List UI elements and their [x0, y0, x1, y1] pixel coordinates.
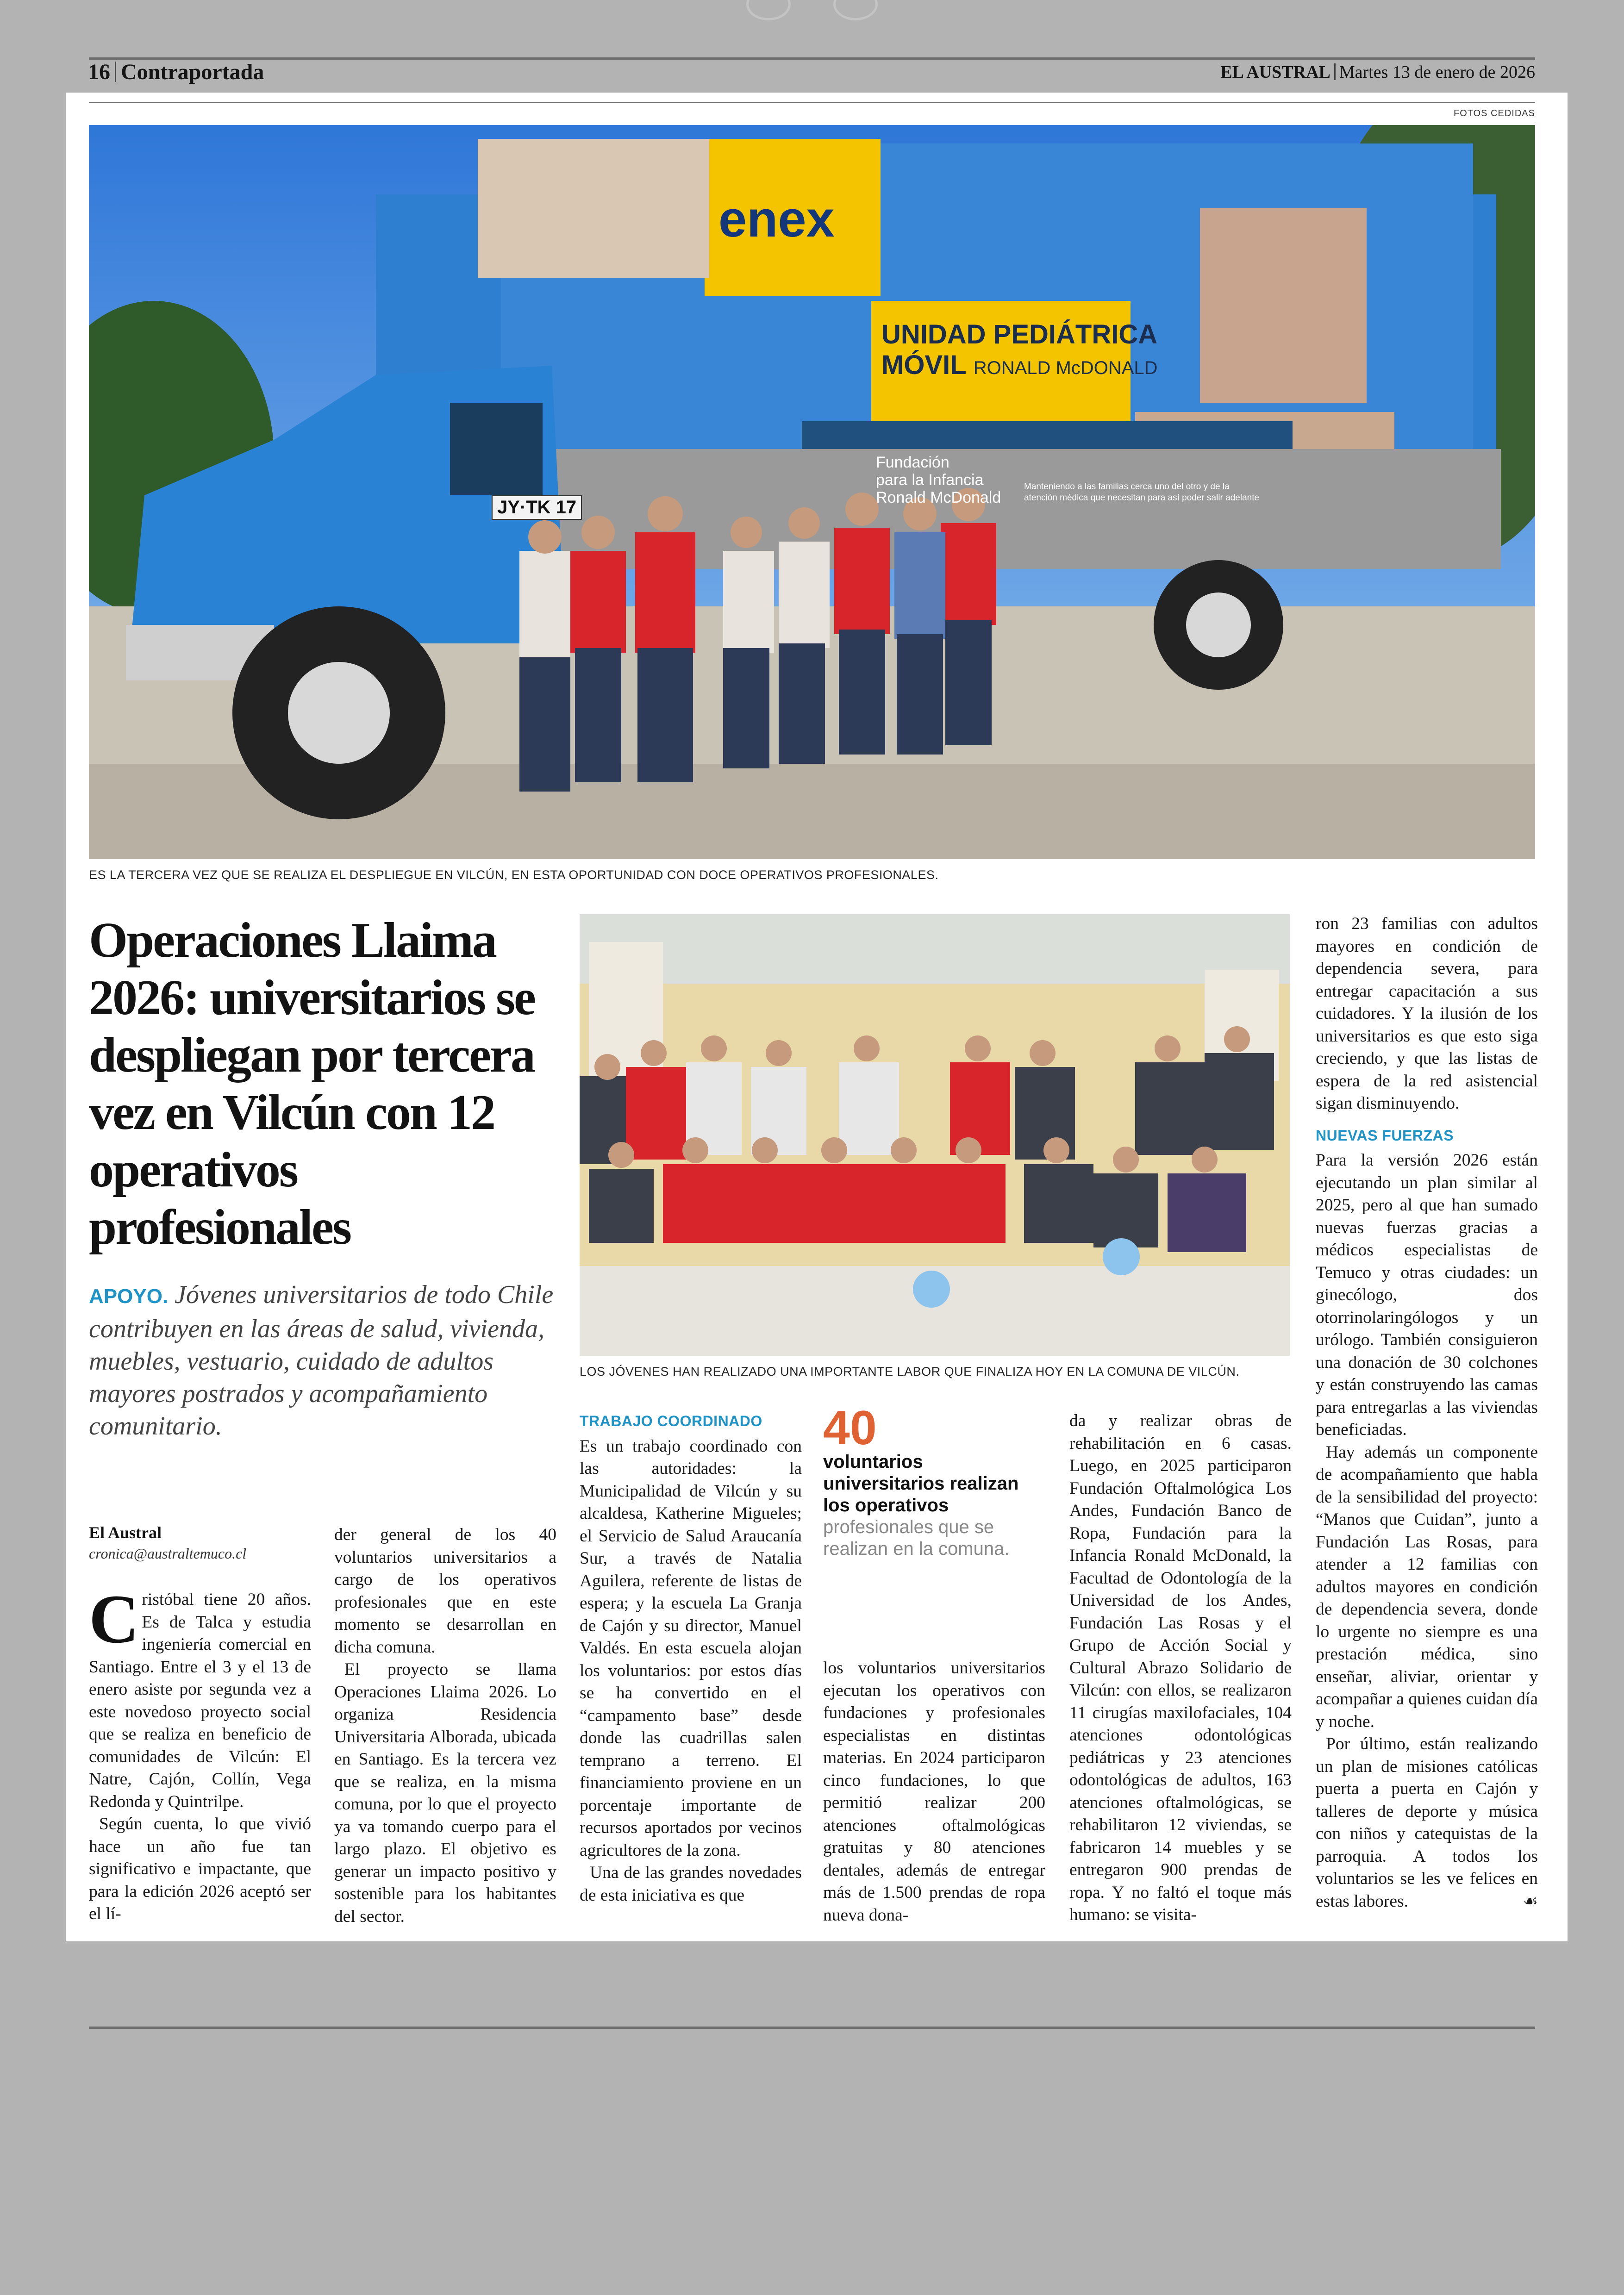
header-divider [115, 62, 116, 82]
col1-p1-text: ristóbal tiene 20 años. Es de Talca y estudia ingeniería comercial en Santiago. Entre el 3 y el 13 de enero asiste por segunda vez a este novedoso proyecto social que se realiza en beneficio de comunidades de Vilcún: El Natre, Cajón, Collín, Vega Redonda y Quintrilpe. [89, 1590, 311, 1811]
foundation-line2: para la Infancia [876, 471, 984, 489]
article-column-3 [580, 1410, 802, 1907]
col6-paragraph-4 [1316, 1733, 1538, 1913]
next-page-button[interactable] [833, 0, 878, 20]
col6-paragraph-1: ron 23 familias con adultos mayores en condición de dependencia severa, para entregar capacitación a sus cuidadores. Y la ilusión de los universitarios es que esto siga creciendo, y que las listas de espera de la red asistencial sigan disminuyendo. [1316, 914, 1538, 1113]
newspaper-page [66, 93, 1568, 1941]
drop-cap: C [89, 1581, 139, 1658]
article-column-5 [1069, 1410, 1292, 1927]
col5-paragraph-1: da y realizar obras de rehabilitación en 6 casas. Luego, en 2025 participaron Fundación Oftalmológica Los Andes, Fundación Banco de Ropa, Fundación para la Infancia Ronald McDonald, la Facultad de Odontología de la Universidad de los Andes, Fundación Las Rosas y el Grupo de Acción Social y Cultural Abrazo Solidario de Vilcún: con ellos, se realizaron 11 cirugías maxilofaciales, 104 atenciones odontológicas pediátricas y 23 atenciones odontológicas de adultos, 163 atenciones oftalmológicas, se rehabilitaron 12 viviendas, se fabricaron 14 muebles y se entregaron 900 prendas de ropa. Y no faltó el toque más humano: se visita- [1069, 1411, 1292, 1924]
slogan-line1: Manteniendo a las familias cerca uno del otro y de la [1024, 482, 1230, 492]
col6-paragraph-3: Hay además un componente de acompañamiento que habla de la sensibilidad del proyecto: “Manos que Cuidan”, junto a Fundación Las Rosas, para atender a 12 familias con adultos mayores en condición de dependencia severa, donde lo urgente no siempre es una prestación médica, sino enseñar, aliviar, orientar y acompañar a quienes cuidan día y noche. [1316, 1442, 1538, 1731]
col6-p4-text: Por último, están realizando un plan de misiones católicas puerta a puerta en Cajón y talleres de deporte y música con niños y catequistas de la parroquia. A todos los voluntarios se les ve felices en estas labores. [1316, 1734, 1538, 1911]
main-photo-caption: ES LA TERCERA VEZ QUE SE REALIZA EL DESPLIEGUE EN VILCÚN, EN ESTA OPORTUNIDAD CON DOCE OPERATIVOS PROFESIONALES. [89, 868, 939, 882]
author-email: cronica@australtemuco.cl [89, 1545, 247, 1562]
group-photo [580, 914, 1290, 1356]
truck-unit-line2-wrap [881, 350, 1158, 383]
article-deck [89, 1278, 556, 1442]
stat-description [823, 1451, 1045, 1560]
truck-plate: JY·TK 17 [492, 495, 582, 520]
section-name: Contraportada [121, 60, 264, 84]
truck-unit-line1: UNIDAD PEDIÁTRICA [881, 319, 1158, 349]
slogan-line2: atención médica que necesitan para así poder salir adelante [1024, 493, 1260, 503]
truck-slogan [1024, 481, 1259, 504]
article-column-1 [89, 1581, 311, 1926]
col2-paragraph-1: der general de los 40 voluntarios universitarios a cargo de los operativos profesionales que en este momento se desarrollan en dicha comuna. [334, 1525, 556, 1657]
stat-bold-text: voluntarios universitarios realizan los operativos [823, 1452, 1019, 1515]
article-column-4 [823, 1657, 1045, 1927]
issue-date: Martes 13 de enero de 2026 [1339, 62, 1535, 82]
truck-unit-sponsor: RONALD McDONALD [973, 358, 1158, 378]
article-column-6 [1316, 913, 1538, 1913]
byline [89, 1523, 311, 1562]
footer-rule [89, 2027, 1535, 2029]
end-mark-icon: ☙ [1523, 1891, 1538, 1911]
col4-paragraph-1: los voluntarios universitarios ejecutan los operativos con fundaciones y profesionales especialistas en distintas materias. En 2024 participaron cinco fundaciones, lo que permitió realizar 200 atenciones oftalmológicas gratuitas y 80 atenciones dentales, además de entregar más de 1.500 prendas de ropa nueva dona- [823, 1659, 1045, 1925]
newspaper-name: EL AUSTRAL [1220, 62, 1330, 82]
article-column-2 [334, 1524, 556, 1928]
paper-top-rule [89, 102, 1535, 103]
page-header-left [88, 56, 264, 89]
stat-rest-text: profesionales que se realizan en la comuna. [823, 1517, 1010, 1559]
photo-credit: FOTOS CEDIDAS [1454, 108, 1535, 118]
truck-brand: enex [718, 191, 835, 248]
subhead-trabajo-coordinado: TRABAJO COORDINADO [580, 1413, 762, 1429]
foundation-line3: Ronald McDonald [876, 489, 1001, 506]
col1-paragraph-1 [89, 1581, 311, 1813]
stat-number: 40 [823, 1401, 877, 1455]
truck-foundation [876, 454, 1001, 506]
page-number: 16 [88, 60, 110, 84]
col2-paragraph-2: El proyecto se llama Operaciones Llaima 2026. Lo organiza Residencia Universitaria Alborada, ubicada en Santiago. Es la tercera vez que se realiza, en la misma comuna, por lo que el proyecto ya va tomando cuerpo para el largo plazo. El objetivo es generar un impacto positivo y sostenible para los habitantes del sector. [334, 1660, 556, 1926]
header-divider-right [1334, 63, 1336, 80]
foundation-line1: Fundación [876, 454, 949, 471]
prev-page-button[interactable] [746, 0, 791, 20]
col3-paragraph-1: Es un trabajo coordinado con las autoridades: la Municipalidad de Vilcún y su alcaldesa, Katherine Migueles; el Servicio de Salud Araucanía Sur, a través de Natalia Aguilera, referente de listas de espera; y la escuela La Granja de Cajón y su director, Manuel Valdés. En esta escuela alojan los voluntarios: por estos días se ha convertido en el “campamento base” desde donde las cuadrillas salen temprano a terreno. El financiamiento proviene en un porcentaje importante de recursos aportados por vecinos agricultores de la zona. [580, 1436, 802, 1860]
truck-unit-title [881, 319, 1158, 383]
author-name: El Austral [89, 1523, 162, 1542]
group-photo-caption: LOS JÓVENES HAN REALIZADO UNA IMPORTANTE LABOR QUE FINALIZA HOY EN LA COMUNA DE VILCÚN. [580, 1365, 1240, 1378]
page-header-right [1220, 56, 1535, 89]
article-headline: Operaciones Llaima 2026: universitarios se despliegan por tercera vez en Vilcún con 12 operativos profesionales [89, 913, 535, 1255]
deck-kicker: APOYO. [89, 1285, 169, 1308]
col6-paragraph-2: Para la versión 2026 están ejecutando un plan similar al 2025, pero al que han sumado nuevas fuerzas gracias a médicos especialistas de Temuco y otras ciudades: un ginecólogo, dos otorrinolaringólogos y un urólogo. También consiguieron una donación de 30 colchones y están construyendo las camas para entregarlas a las viviendas beneficiadas. [1316, 1151, 1538, 1439]
subhead-nuevas-fuerzas: NUEVAS FUERZAS [1316, 1127, 1454, 1144]
deck-text: Jóvenes universitarios de todo Chile contribuyen en las áreas de salud, vivienda, muebles, vestuario, cuidado de adultos mayores postrados y acompañamiento comunitario. [89, 1280, 554, 1441]
col1-paragraph-2: Según cuenta, lo que vivió hace un año fue tan significativo e impactante, que para la edición 2026 aceptó ser el lí- [89, 1815, 311, 1923]
col3-paragraph-2: Una de las grandes novedades de esta iniciativa es que [580, 1863, 802, 1905]
truck-unit-line2: MÓVIL [881, 350, 966, 380]
main-photo-truck [89, 125, 1535, 859]
